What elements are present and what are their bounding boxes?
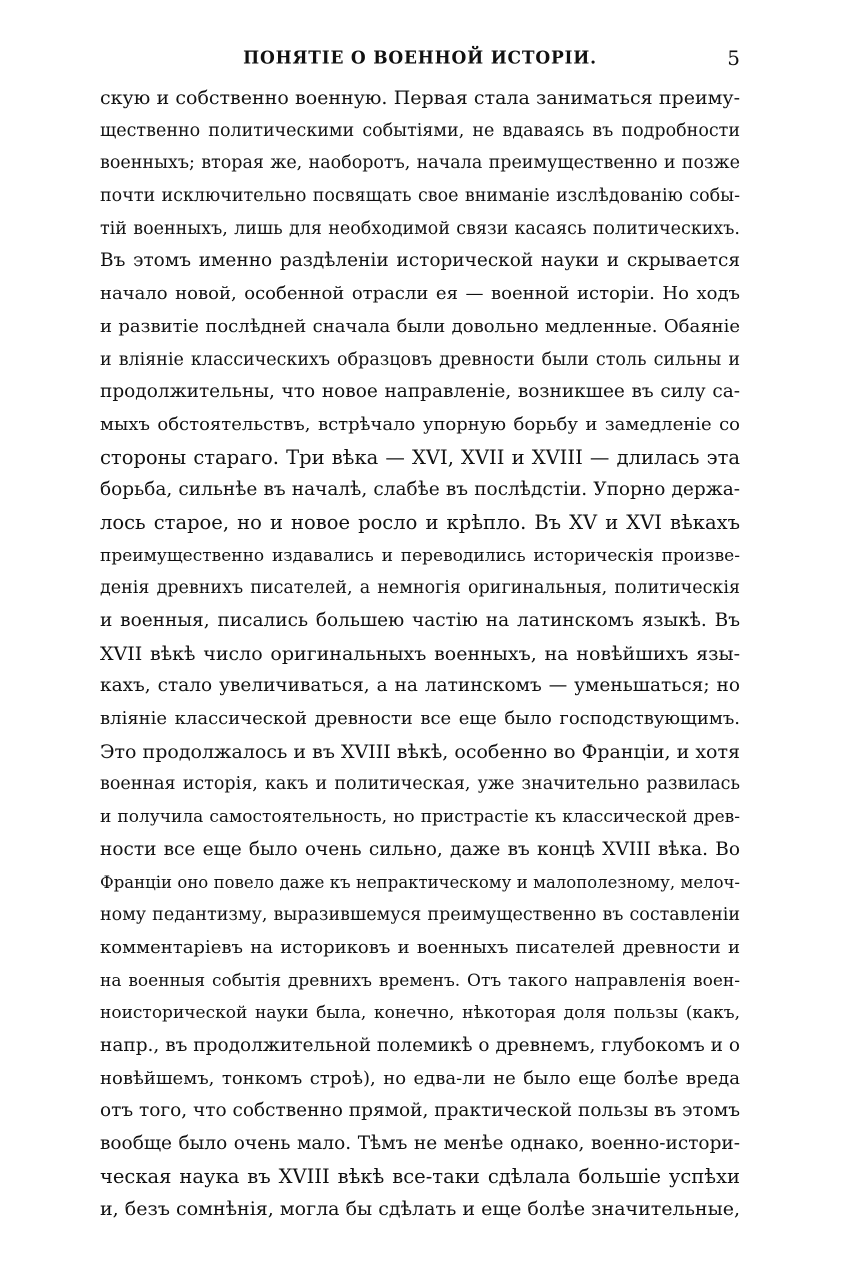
text-line: Франціи оно повело даже къ непрактическому и малополезному, мелоч- bbox=[100, 872, 740, 892]
text-line: XVII вѣкѣ число оригинальныхъ военныхъ, на новѣйшихъ язы- bbox=[100, 642, 740, 665]
page-header bbox=[100, 44, 740, 72]
text-line: и военныя, писались большею частію на латинскомъ языкѣ. Въ bbox=[100, 610, 740, 631]
text-line: вообще было очень мало. Тѣмъ не менѣе однако, военно-истори- bbox=[100, 1133, 740, 1154]
text-line: и, безъ сомнѣнія, могла бы сдѣлать и еще болѣе значительные, bbox=[100, 1198, 740, 1221]
text-line: продолжительны, что новое направленіе, возникшее въ силу са- bbox=[100, 381, 740, 403]
running-title: ПОНЯТІЕ О ВОЕННОЙ ИСТОРІИ. bbox=[243, 47, 597, 69]
text-line: Въ этомъ именно раздѣленіи исторической науки и скрывается bbox=[100, 250, 740, 272]
text-line: стороны стараго. Три вѣка — XVI, XVII и XVIII — длилась эта bbox=[100, 445, 740, 469]
text-line: военныхъ; вторая же, наоборотъ, начала преимущественно и позже bbox=[100, 153, 740, 174]
text-line: борьба, сильнѣе въ началѣ, слабѣе въ послѣдстіи. Упорно держа- bbox=[100, 479, 740, 501]
text-line: кахъ, стало увеличиваться, а на латинскомъ — уменьшаться; но bbox=[100, 675, 740, 697]
text-line: ному педантизму, выразившемуся преимущественно въ составленіи bbox=[100, 905, 740, 926]
text-line: Это продолжалось и въ XVIII вѣкѣ, особенно во Франціи, и хотя bbox=[100, 740, 740, 763]
text-line: начало новой, особенной отрасли ея — военной исторіи. Но ходъ bbox=[100, 283, 740, 305]
text-line: ности все еще было очень сильно, даже въ концѣ XVIII вѣка. Во bbox=[100, 838, 740, 860]
text-line: ческая наука въ XVIII вѣкѣ все-таки сдѣлала большіе успѣхи bbox=[100, 1164, 740, 1188]
text-line: мыхъ обстоятельствъ, встрѣчало упорную борьбу и замедленіе со bbox=[100, 413, 740, 435]
text-line: денія древнихъ писателей, а немногія оригинальныя, политическія bbox=[100, 578, 740, 599]
text-line: почти исключительно посвящать свое вниманіе изслѣдованію собы- bbox=[100, 186, 740, 207]
text-line: преимущественно издавались и переводились историческія произве- bbox=[100, 545, 740, 566]
text-line: и получила самостоятельность, но пристрастіе къ классической древ- bbox=[100, 807, 740, 828]
text-line: и вліяніе классическихъ образцовъ древности были столь сильны и bbox=[100, 349, 740, 370]
text-line: скую и собственно военную. Первая стала заниматься преиму- bbox=[100, 87, 740, 109]
text-line: на военныя событія древнихъ временъ. Отъ такого направленія воен- bbox=[100, 970, 740, 991]
text-line: лось старое, но и новое росло и крѣпло. Въ XV и XVI вѣкахъ bbox=[100, 510, 740, 534]
text-line: напр., въ продолжительной полемикѣ о древнемъ, глубокомъ и о bbox=[100, 1034, 740, 1056]
text-line: новѣйшемъ, тонкомъ строѣ), но едва-ли не было еще болѣе вреда bbox=[100, 1067, 740, 1089]
text-line: комментаріевъ на историковъ и военныхъ писателей древности и bbox=[100, 936, 740, 958]
body-text bbox=[100, 82, 740, 1226]
text-line: отъ того, что собственно прямой, практической пользы въ этомъ bbox=[100, 1100, 740, 1122]
text-line: вліяніе классической древности все еще было господствующимъ. bbox=[100, 708, 740, 730]
page-number: 5 bbox=[727, 46, 740, 70]
text-line: щественно политическими событіями, не вдаваясь въ подробности bbox=[100, 120, 740, 141]
text-line: военная исторія, какъ и политическая, уже значительно развилась bbox=[100, 774, 740, 795]
text-line: тій военныхъ, лишь для необходимой связи касаясь политическихъ. bbox=[100, 218, 740, 239]
text-line: и развитіе послѣдней сначала были довольно медленные. Обаяніе bbox=[100, 315, 740, 337]
text-line: ноисторической науки была, конечно, нѣкоторая доля пользы (какъ, bbox=[100, 1003, 740, 1024]
